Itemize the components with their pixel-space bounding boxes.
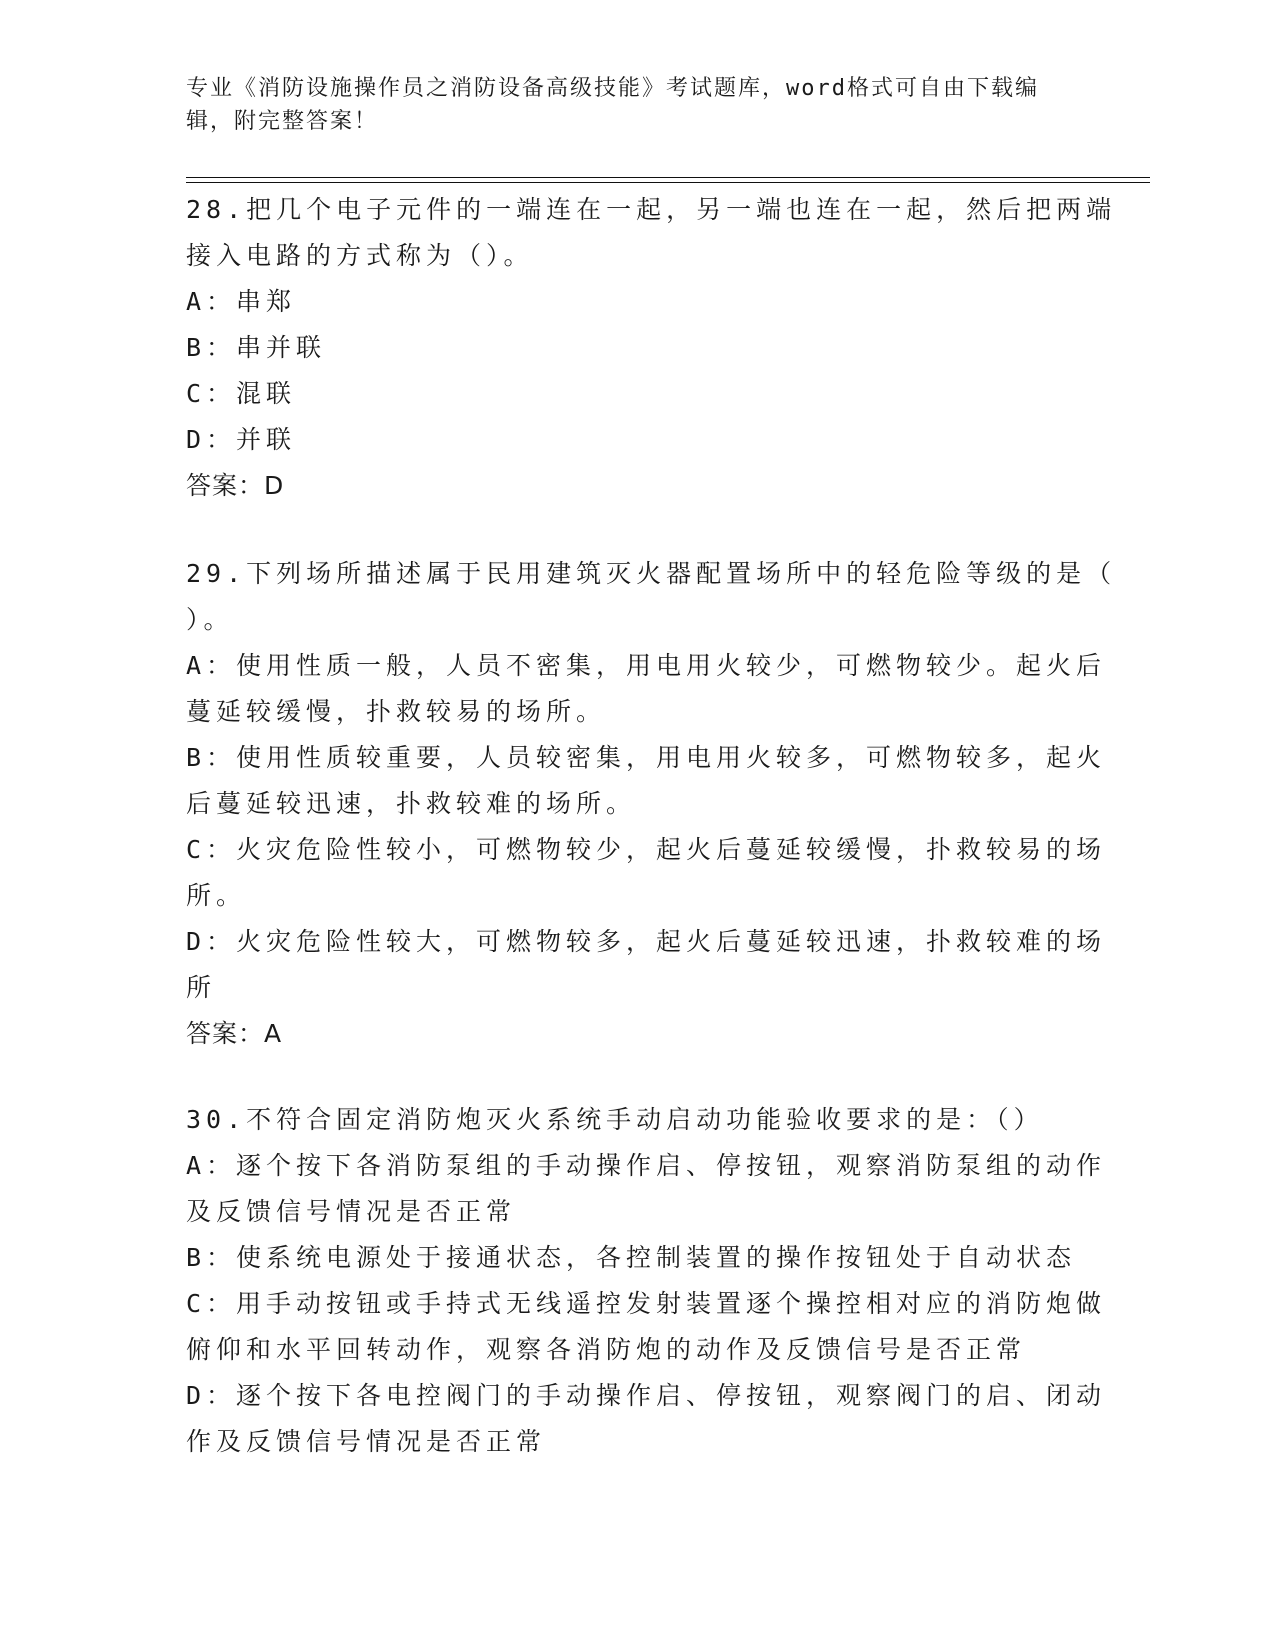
option-a-continued: 蔓延较缓慢，扑救较易的场所。 [186,697,607,726]
answer-label: 答案：A [186,1019,283,1048]
question-30 [186,1097,1107,1465]
option-c: C：混联 [186,379,297,408]
option-a: A：串郑 [186,287,297,316]
header-line-2: 辑，附完整答案！ [186,109,379,134]
option-a-continued: 及反馈信号情况是否正常 [186,1197,517,1226]
option-d: D：并联 [186,425,297,454]
question-stem-line: 30.不符合固定消防炮灭火系统手动启动功能验收要求的是：（） [186,1105,1044,1134]
option-d: D：火灾危险性较大，可燃物较多，起火后蔓延较迅速，扑救较难的场 [186,927,1107,956]
option-c: C：用手动按钮或手持式无线遥控发射装置逐个操控相对应的消防炮做 [186,1289,1107,1318]
question-stem-line: ）。 [186,605,234,634]
option-b: B：使系统电源处于接通状态，各控制装置的操作按钮处于自动状态 [186,1243,1077,1272]
option-d-continued: 所 [186,973,217,1002]
option-c-continued: 所。 [186,881,247,910]
option-b-continued: 后蔓延较迅速，扑救较难的场所。 [186,789,637,818]
question-stem-line: 28.把几个电子元件的一端连在一起，另一端也连在一起，然后把两端 [186,195,1117,224]
option-c: C：火灾危险性较小，可燃物较少，起火后蔓延较缓慢，扑救较易的场 [186,835,1107,864]
question-29 [186,551,1117,1057]
answer-label: 答案：D [186,471,285,500]
option-b: B：使用性质较重要，人员较密集，用电用火较多，可燃物较多，起火 [186,743,1107,772]
option-b: B：串并联 [186,333,327,362]
header-line-1: 专业《消防设施操作员之消防设备高级技能》考试题库，word格式可自由下载编 [186,76,1039,101]
option-a: A：逐个按下各消防泵组的手动操作启、停按钮，观察消防泵组的动作 [186,1151,1107,1180]
option-d: D：逐个按下各电控阀门的手动操作启、停按钮，观察阀门的启、闭动 [186,1381,1107,1410]
question-stem-line: 接入电路的方式称为（）。 [186,241,534,270]
question-stem-line: 29.下列场所描述属于民用建筑灭火器配置场所中的轻危险等级的是（ [186,559,1117,588]
document-header [186,72,1066,138]
header-divider-top [186,177,1150,178]
option-c-continued: 俯仰和水平回转动作，观察各消防炮的动作及反馈信号是否正常 [186,1335,1027,1364]
option-a: A：使用性质一般，人员不密集，用电用火较少，可燃物较少。起火后 [186,651,1107,680]
header-divider-bottom [186,182,1150,183]
option-d-continued: 作及反馈信号情况是否正常 [186,1427,547,1456]
question-28 [186,187,1117,509]
